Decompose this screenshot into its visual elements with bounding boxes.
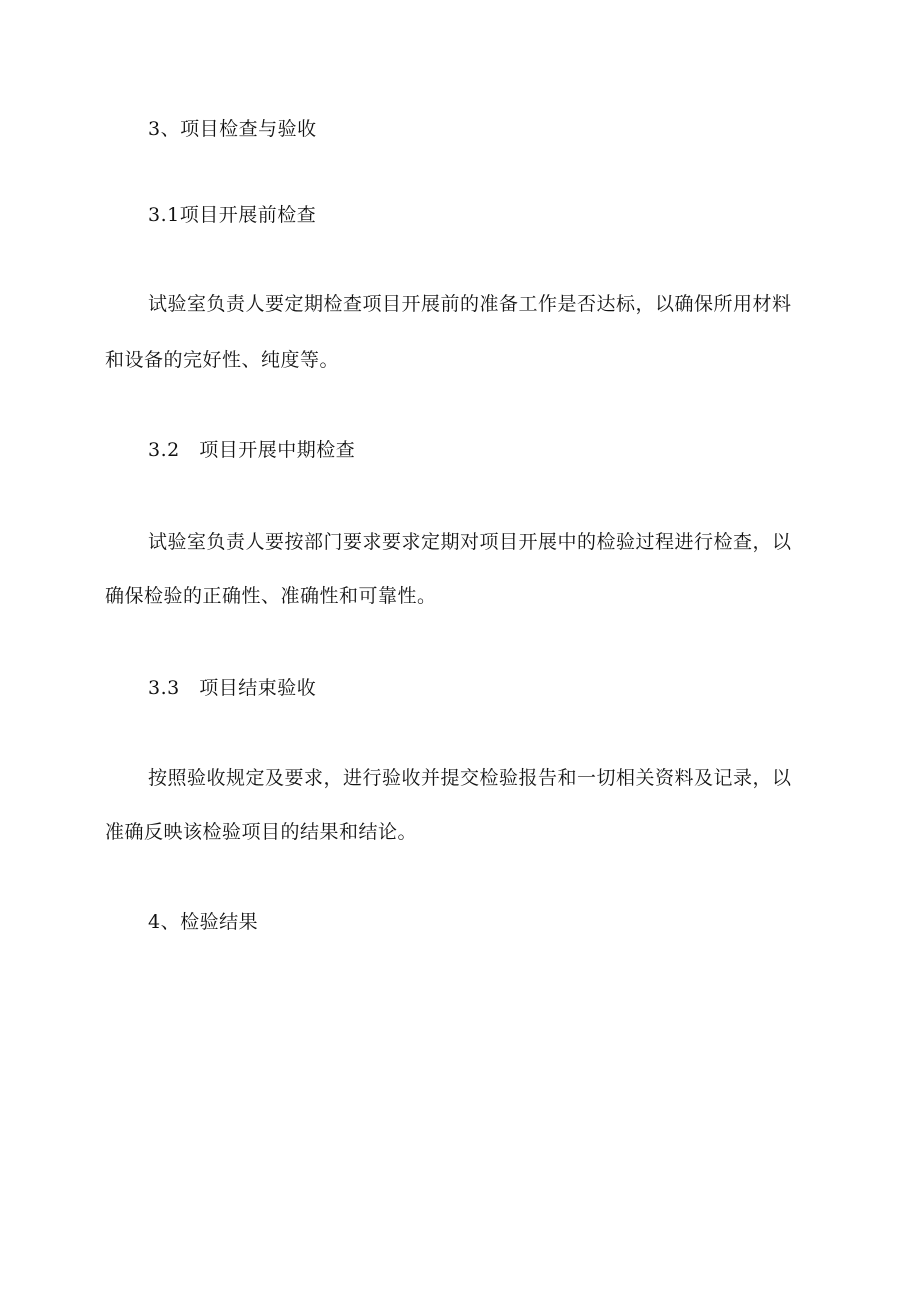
section-3-3-paragraph-line-1: 按照验收规定及要求，进行验收并提交检验报告和一切相关资料及记录，以 [148, 767, 792, 789]
section-3-heading: 3、项目检查与验收 [148, 118, 317, 140]
section-3-1-paragraph-line-2: 和设备的完好性、纯度等。 [105, 349, 340, 371]
section-3-1-heading: 3.1项目开展前检查 [148, 204, 317, 226]
section-3-1-paragraph-line-1: 试验室负责人要定期检查项目开展前的准备工作是否达标，以确保所用材料 [148, 293, 792, 315]
section-3-2-paragraph-line-2: 确保检验的正确性、准确性和可靠性。 [105, 585, 437, 607]
section-3-3-paragraph-line-2: 准确反映该检验项目的结果和结论。 [105, 821, 418, 843]
section-3-3-heading: 3.3 项目结束验收 [148, 677, 317, 699]
section-4-heading: 4、检验结果 [148, 911, 259, 933]
section-3-2-paragraph-line-1: 试验室负责人要按部门要求要求定期对项目开展中的检验过程进行检查，以 [148, 531, 792, 553]
section-3-2-heading: 3.2 项目开展中期检查 [148, 439, 356, 461]
